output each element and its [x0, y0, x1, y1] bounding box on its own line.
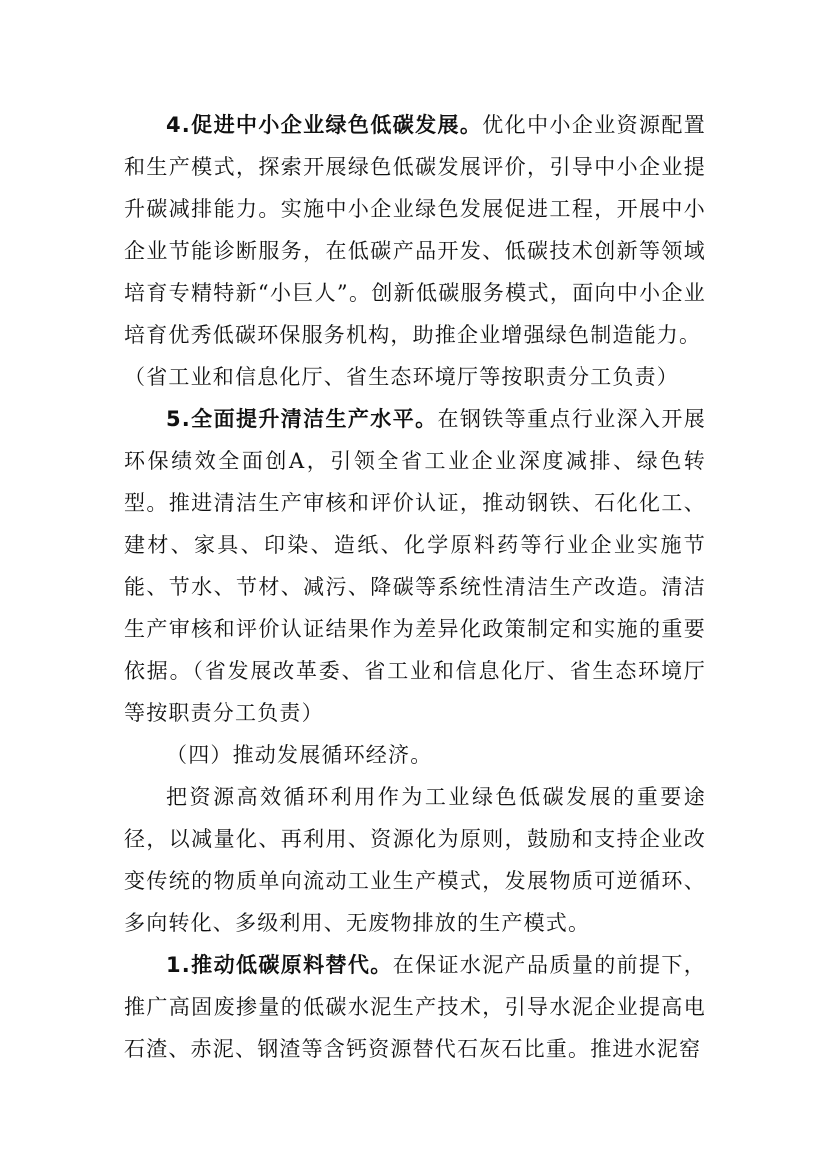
item-1-body: 在保证水泥产品质量的前提下，推广高固废掺量的低碳水泥生产技术，引导水泥企业提高电石渣、赤泥、钢渣等含钙资源替代石灰石比重。推进水泥窑	[124, 953, 706, 1061]
item-4-heading: 4.促进中小企业绿色低碳发展。	[166, 113, 483, 137]
item-4-body: 优化中小企业资源配置和生产模式，探索开展绿色低碳发展评价，引导中小企业提升碳减排能力。实施中小企业绿色发展促进工程，开展中小企业节能诊断服务，在低碳产品开发、低碳技术创新等领域培育专精特新“小巨人”。创新低碳服务模式，面向中小企业培育优秀低碳环保服务机构，助推企业增强绿色制造能力。	[124, 113, 707, 347]
paragraph-item-1	[124, 944, 706, 1070]
subsection-title: （四）推动发展循环经济。	[166, 743, 433, 767]
item-5-heading: 5.全面提升清洁生产水平。	[166, 407, 438, 431]
item-4-responsibility: （省工业和信息化厅、省生态环境厅等按职责分工负责）	[124, 365, 679, 389]
paragraph-item-4	[124, 104, 706, 356]
item-5-body: 在钢铁等重点行业深入开展环保绩效全面创A，引领全省工业企业深度减排、绿色转型。推进清洁生产审核和评价认证，推动钢铁、石化化工、建材、家具、印染、造纸、化学原料药等行业企业实施节能、节水、节材、减污、降碳等系统性清洁生产改造。清洁生产审核和评价认证结果作为差异化政策制定和实施的重要依据。（省发展改革委、省工业和信息化厅、省生态环境厅等按职责分工负责）	[124, 407, 706, 725]
paragraph-item-5	[124, 398, 706, 734]
subsection-intro: 把资源高效循环利用作为工业绿色低碳发展的重要途径，以减量化、再利用、资源化为原则，鼓励和支持企业改变传统的物质单向流动工业生产模式，发展物质可逆循环、多向转化、多级利用、无废物排放的生产模式。	[124, 785, 706, 935]
document-body	[124, 104, 706, 1070]
item-1-heading: 1.推动低碳原料替代。	[166, 953, 393, 977]
